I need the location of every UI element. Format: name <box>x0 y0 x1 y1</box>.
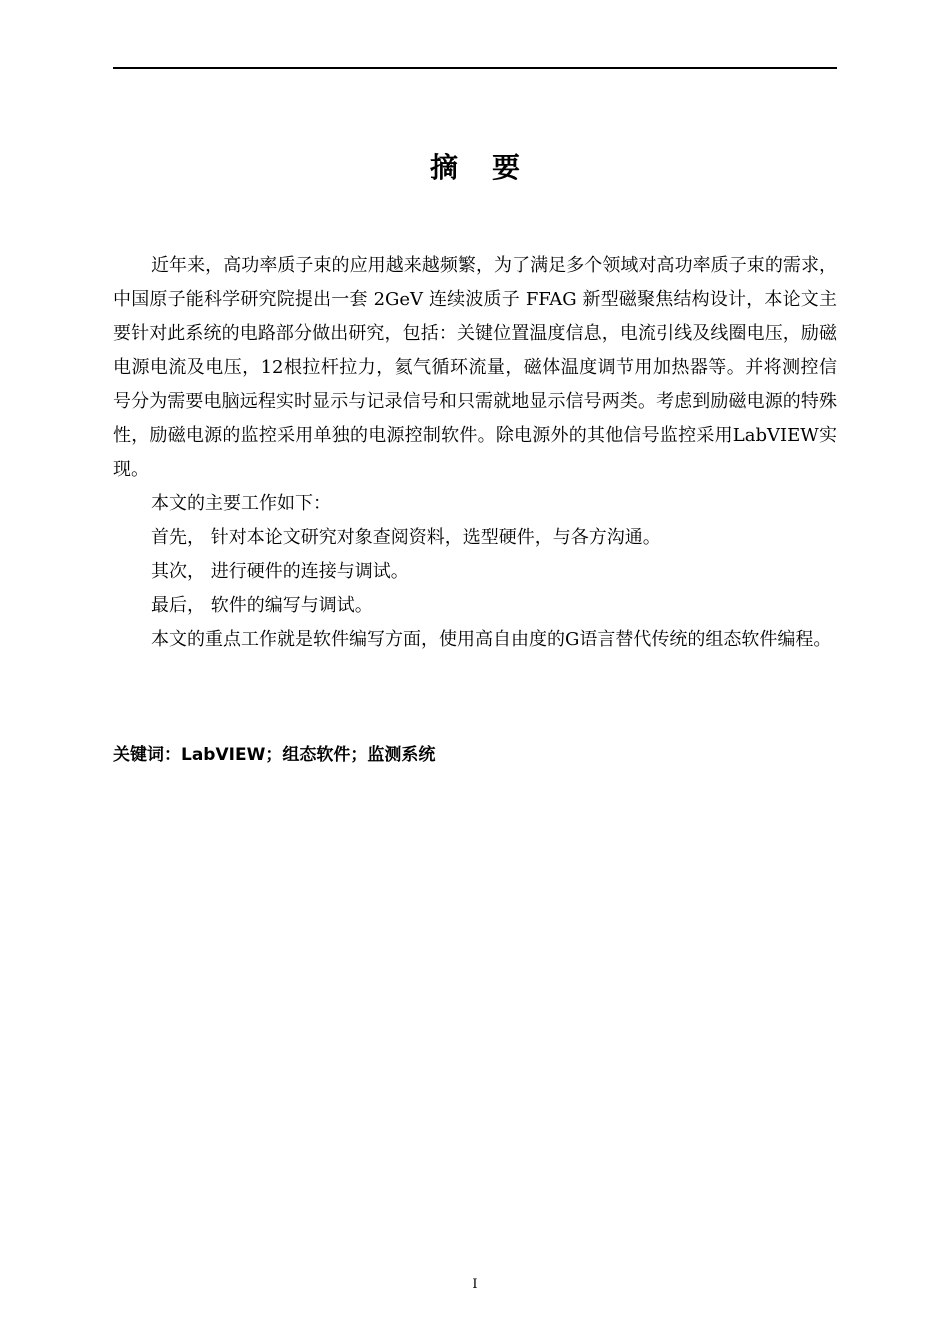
paragraph-intro: 近年来，高功率质子束的应用越来越频繁，为了满足多个领域对高功率质子束的需求，中国原子能科学研究院提出一套 2GeV 连续波质子 FFAG 新型磁聚焦结构设计，本论文主要针对此系统的电路部分做出研究，包括：关键位置温度信息，电流引线及线圈电压，励磁电源电流及电压，12根拉杆拉力，氦气循环流量，磁体温度调节用加热器等。并将测控信号分为需要电脑远程实时显示与记录信号和只需就地显示信号两类。考虑到励磁电源的特殊性，励磁电源的监控采用单独的电源控制软件。除电源外的其他信号监控采用LabVIEW实现。 <box>113 255 837 480</box>
paragraph-step-last: 最后， 软件的编写与调试。 <box>151 595 373 616</box>
abstract-body <box>113 249 837 657</box>
keywords: 关键词：LabVIEW；组态软件；监测系统 <box>113 745 436 765</box>
page-title: 摘要 <box>429 151 554 184</box>
header-rule <box>113 67 837 69</box>
paragraph-step-second: 其次， 进行硬件的连接与调试。 <box>151 561 409 582</box>
paragraph-main-work: 本文的主要工作如下： <box>151 493 331 514</box>
page-number: I <box>472 1277 478 1292</box>
paragraph-focus: 本文的重点工作就是软件编写方面，使用高自由度的G语言替代传统的组态软件编程。 <box>151 629 832 650</box>
paragraph-step-first: 首先， 针对本论文研究对象查阅资料，选型硬件，与各方沟通。 <box>151 527 661 548</box>
